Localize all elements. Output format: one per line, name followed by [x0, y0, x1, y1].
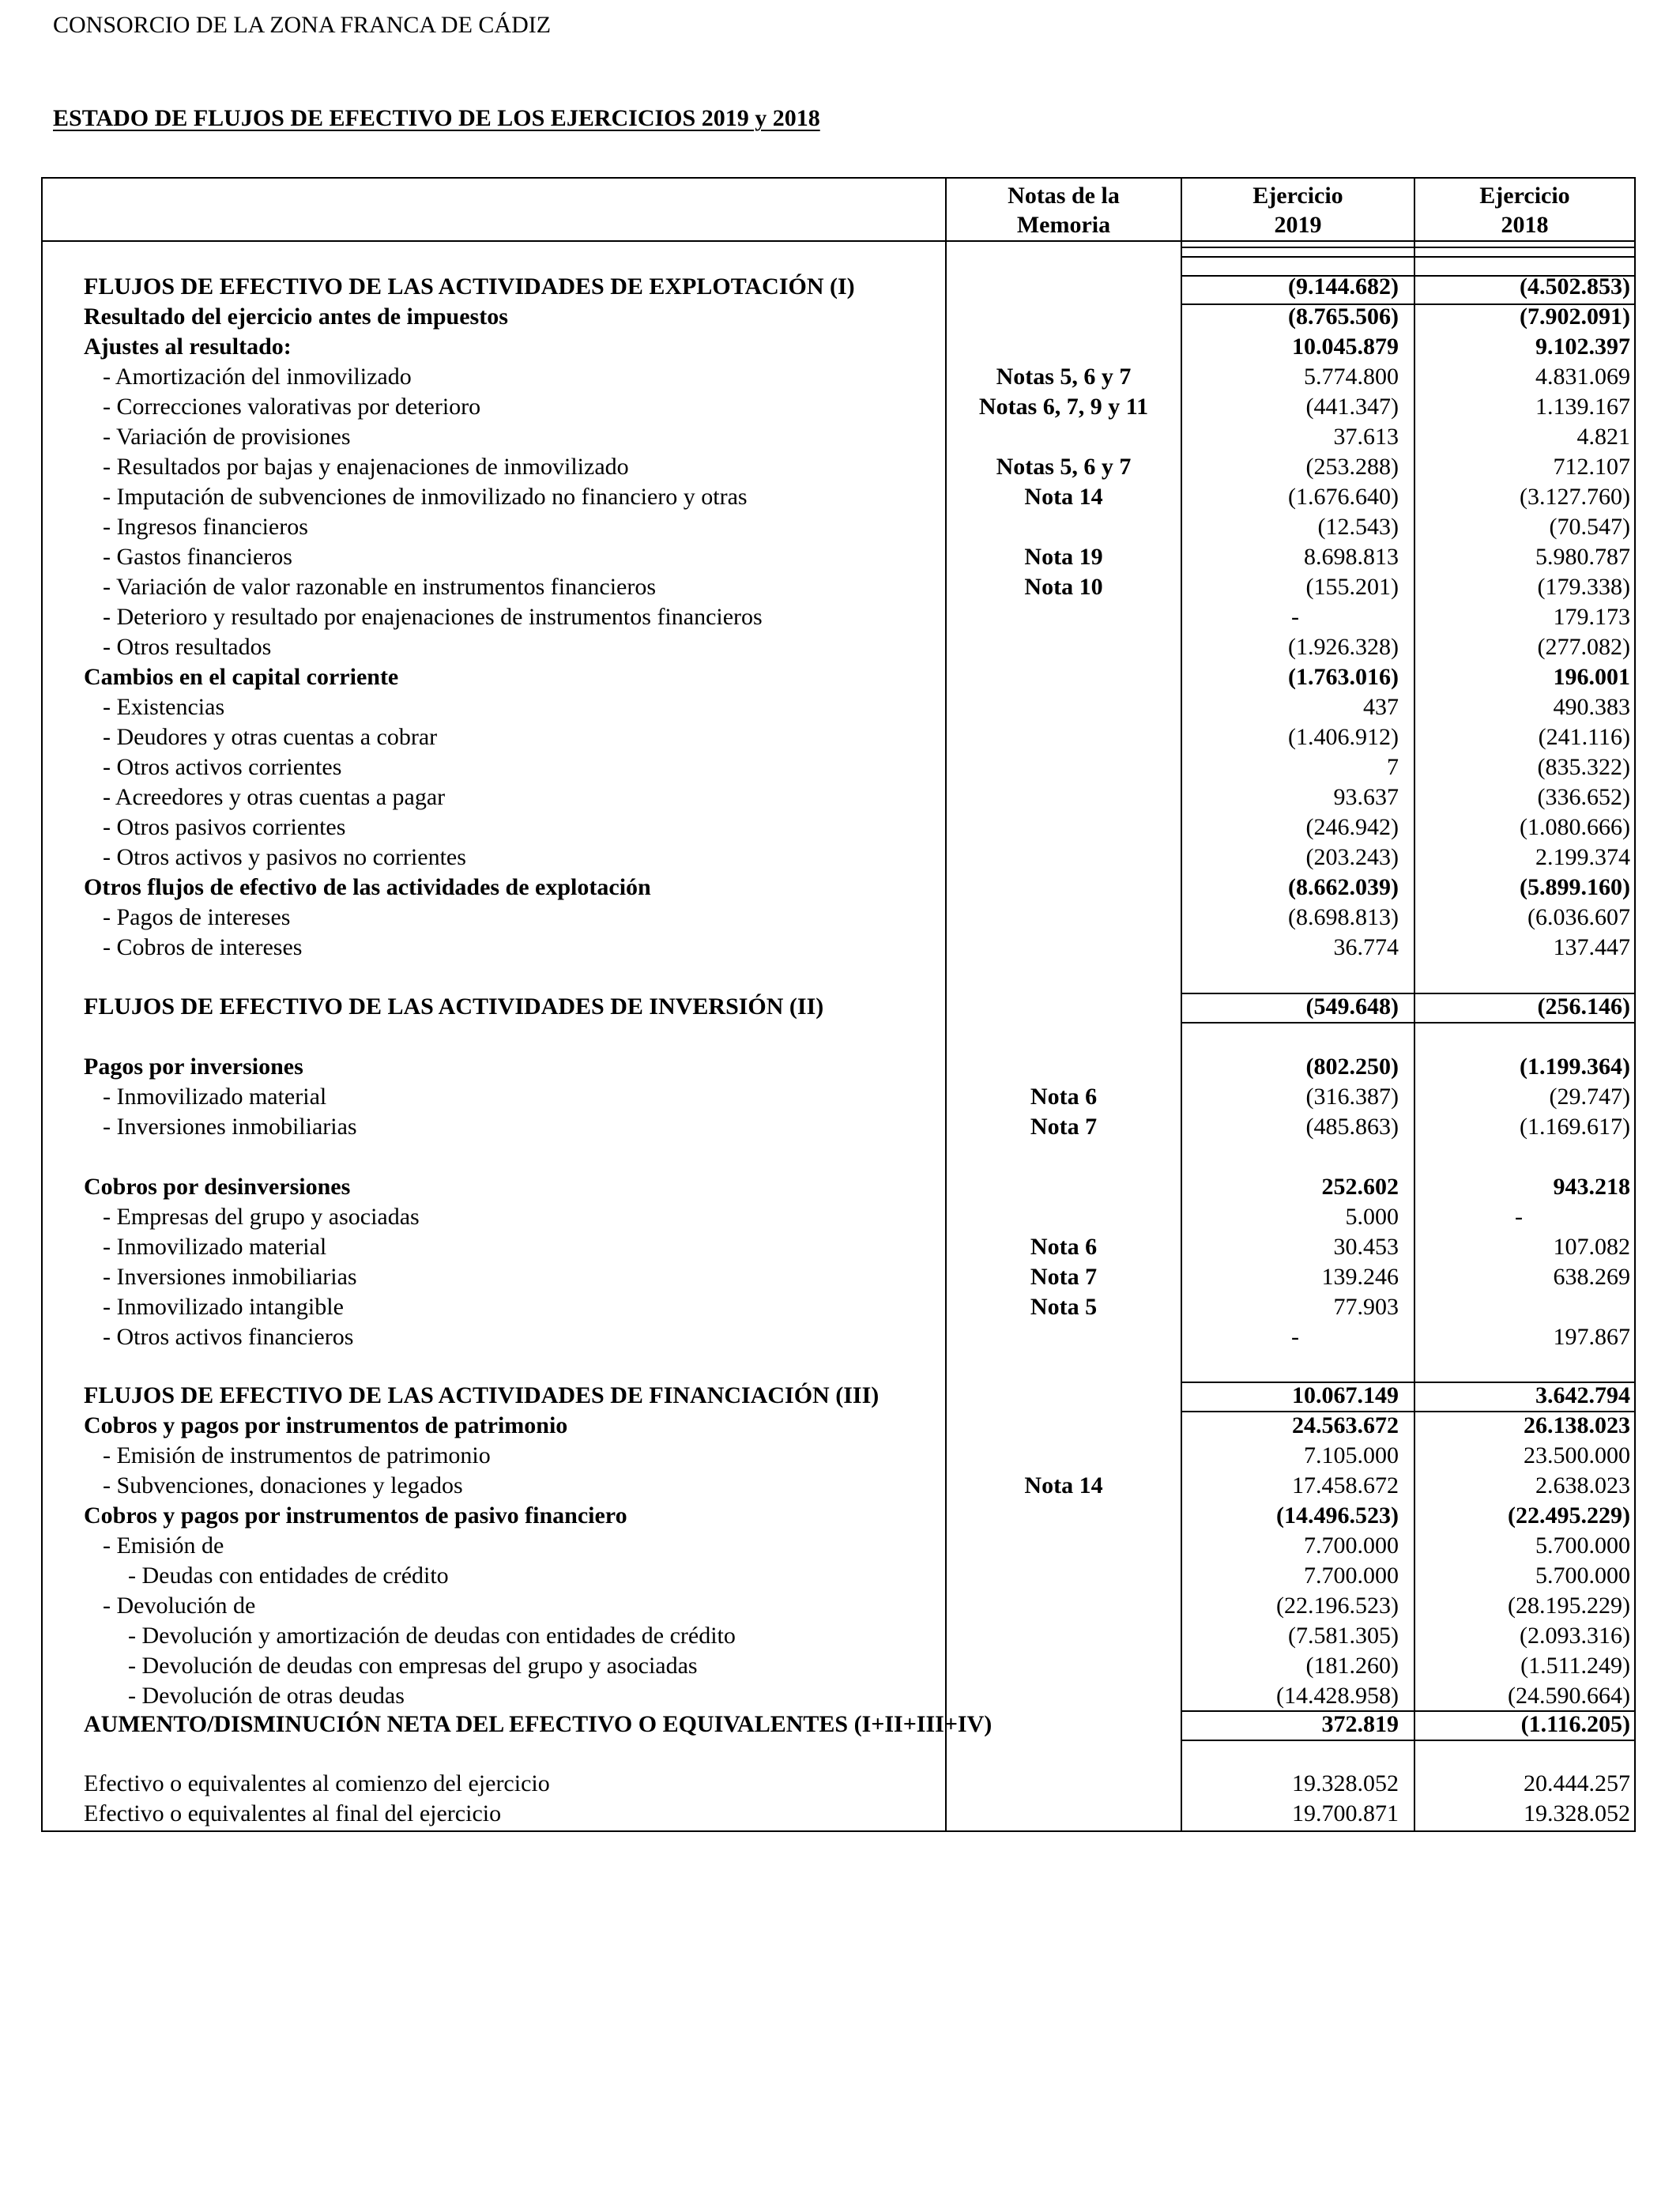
row-value-2019: 252.602	[1321, 1174, 1399, 1200]
row-value-2019: 36.774	[1333, 934, 1399, 960]
table-row	[43, 1052, 1634, 1082]
row-note	[947, 1769, 1181, 1799]
row-label: - Otros resultados	[103, 634, 272, 660]
row-value-2019: (549.648)	[1305, 993, 1399, 1020]
row-label: - Acreedores y otras cuentas a pagar	[103, 784, 446, 810]
row-note	[947, 873, 1181, 903]
row-label: Cobros y pagos por instrumentos de pasivo financiero	[84, 1502, 627, 1529]
table-row	[43, 1651, 1634, 1681]
table-row	[43, 722, 1634, 752]
row-value-2018: (29.747)	[1549, 1084, 1630, 1110]
row-note	[947, 1172, 1181, 1202]
row-note	[947, 422, 1181, 452]
row-note	[947, 812, 1181, 843]
table-row	[43, 1441, 1634, 1471]
top-box-2019	[1182, 247, 1415, 258]
table-row	[43, 1202, 1634, 1232]
row-value-2019: (155.201)	[1305, 574, 1399, 600]
row-label: Cobros por desinversiones	[84, 1174, 351, 1200]
row-value-2019: (8.698.813)	[1288, 904, 1399, 930]
header-2019-line2: 2019	[1274, 212, 1322, 238]
row-label: - Subvenciones, donaciones y legados	[103, 1472, 463, 1498]
row-label: - Inmovilizado material	[103, 1084, 327, 1110]
row-note	[947, 1651, 1181, 1681]
row-label: - Otros activos y pasivos no corrientes	[103, 844, 466, 870]
row-value-2019: 24.563.672	[1292, 1412, 1399, 1438]
row-note: Notas 5, 6 y 7	[996, 364, 1132, 390]
table-row	[43, 1681, 1634, 1711]
row-value-2019: 5.774.800	[1304, 364, 1399, 390]
row-label: - Deudores y otras cuentas a cobrar	[103, 724, 438, 750]
cash-flow-table	[41, 177, 1636, 1832]
row-note: Notas 5, 6 y 7	[996, 454, 1132, 480]
row-label: Resultado del ejercicio antes de impuestos	[84, 303, 508, 330]
table-row	[43, 542, 1634, 572]
row-value-2018: 179.173	[1553, 604, 1630, 630]
row-value-2019: 37.613	[1333, 424, 1399, 450]
row-note: Nota 10	[1024, 574, 1103, 600]
row-label: - Inmovilizado intangible	[103, 1294, 344, 1320]
row-label: FLUJOS DE EFECTIVO DE LAS ACTIVIDADES DE INVERSIÓN (II)	[84, 993, 824, 1020]
row-value-2018: (179.338)	[1537, 574, 1630, 600]
row-value-2018: (5.899.160)	[1520, 874, 1630, 900]
row-value-2019: 437	[1363, 694, 1399, 720]
table-row	[43, 1471, 1634, 1501]
table-row	[43, 512, 1634, 542]
table-row	[43, 1769, 1634, 1799]
table-row	[43, 1561, 1634, 1591]
row-value-2019: 30.453	[1333, 1234, 1399, 1260]
row-note	[947, 1202, 1181, 1232]
row-note	[947, 662, 1181, 692]
row-value-2019: (14.428.958)	[1276, 1683, 1399, 1709]
row-value-2018: (1.199.364)	[1520, 1054, 1630, 1080]
row-value-2019: 7.700.000	[1304, 1532, 1399, 1559]
document-title: ESTADO DE FLUJOS DE EFECTIVO DE LOS EJERCICIOS 2019 y 2018	[53, 105, 820, 131]
header-2018	[1415, 179, 1634, 242]
row-value-2018: (1.116.205)	[1520, 1711, 1630, 1737]
row-value-2019: 7	[1387, 754, 1399, 780]
header-2018-line1: Ejercicio	[1479, 183, 1570, 209]
row-value-2018: (4.502.853)	[1520, 273, 1630, 300]
row-note	[947, 512, 1181, 542]
header-notes-line2: Memoria	[1016, 212, 1111, 238]
row-value-2019: -	[1291, 604, 1299, 630]
row-note	[947, 1411, 1181, 1441]
row-label: - Deudas con entidades de crédito	[128, 1563, 449, 1589]
row-label: - Imputación de subvenciones de inmovilizado no financiero y otras	[103, 484, 748, 510]
row-value-2018: 19.328.052	[1524, 1800, 1630, 1826]
row-value-2018: 23.500.000	[1524, 1442, 1630, 1468]
row-value-2018: (1.080.666)	[1520, 814, 1630, 840]
row-note	[947, 1501, 1181, 1531]
row-value-2019: 7.700.000	[1304, 1563, 1399, 1589]
row-value-2018: 26.138.023	[1524, 1412, 1630, 1438]
table-row	[43, 1232, 1634, 1262]
row-note	[947, 1381, 1181, 1411]
row-value-2019: (22.196.523)	[1276, 1593, 1399, 1619]
row-label: - Inmovilizado material	[103, 1234, 327, 1260]
row-value-2018: 5.700.000	[1535, 1563, 1630, 1589]
row-value-2019: (316.387)	[1305, 1084, 1399, 1110]
organization-name: CONSORCIO DE LA ZONA FRANCA DE CÁDIZ	[53, 12, 552, 38]
row-label: - Inversiones inmobiliarias	[103, 1264, 357, 1290]
row-value-2018: (336.652)	[1537, 784, 1630, 810]
row-note	[947, 752, 1181, 782]
row-value-2019: (14.496.523)	[1276, 1502, 1399, 1529]
table-row	[43, 362, 1634, 392]
row-note: Notas 6, 7, 9 y 11	[978, 394, 1149, 420]
row-note	[947, 722, 1181, 752]
row-value-2019: (203.243)	[1305, 844, 1399, 870]
table-row	[43, 1531, 1634, 1561]
row-value-2019: 139.246	[1321, 1264, 1399, 1290]
row-note: Nota 19	[1024, 544, 1103, 570]
row-note	[947, 782, 1181, 812]
row-note	[947, 272, 1181, 302]
row-note	[947, 933, 1181, 963]
row-value-2018: (3.127.760)	[1520, 484, 1630, 510]
header-notes-line1: Notas de la	[1008, 183, 1120, 209]
row-label: - Variación de valor razonable en instrumentos financieros	[103, 574, 657, 600]
row-label: - Existencias	[103, 694, 225, 720]
row-label: - Pagos de intereses	[103, 904, 291, 930]
table-row	[43, 572, 1634, 602]
row-value-2018: (7.902.091)	[1520, 303, 1630, 330]
row-note	[947, 332, 1181, 362]
row-value-2018	[1415, 1292, 1633, 1322]
row-label: Pagos por inversiones	[84, 1054, 303, 1080]
table-row	[43, 1262, 1634, 1292]
row-label: - Otros activos corrientes	[103, 754, 342, 780]
row-label: - Ingresos financieros	[103, 514, 308, 540]
row-value-2019: 17.458.672	[1292, 1472, 1399, 1498]
table-row	[43, 992, 1634, 1022]
row-value-2019: (181.260)	[1305, 1653, 1399, 1679]
row-value-2018: 4.821	[1576, 424, 1630, 450]
row-value-2018: 490.383	[1553, 694, 1630, 720]
row-value-2018: -	[1515, 1204, 1523, 1230]
table-row	[43, 392, 1634, 422]
row-note	[947, 1052, 1181, 1082]
row-value-2018: (2.093.316)	[1520, 1623, 1630, 1649]
row-value-2019: 93.637	[1333, 784, 1399, 810]
table-row	[43, 903, 1634, 933]
table-row	[43, 1799, 1634, 1829]
row-note	[947, 1531, 1181, 1561]
row-label: - Otros activos financieros	[103, 1324, 354, 1350]
row-value-2018: 712.107	[1553, 454, 1630, 480]
row-value-2018: 137.447	[1553, 934, 1630, 960]
row-value-2018: (24.590.664)	[1508, 1683, 1630, 1709]
row-note	[947, 992, 1181, 1022]
row-note: Nota 7	[1030, 1114, 1098, 1140]
row-note: Nota 14	[1024, 484, 1103, 510]
row-value-2018: 196.001	[1553, 664, 1630, 690]
row-value-2019: (441.347)	[1305, 394, 1399, 420]
row-label: - Devolución de deudas con empresas del grupo y asociadas	[128, 1653, 698, 1679]
row-value-2018: (6.036.607	[1527, 904, 1630, 930]
row-value-2018: (277.082)	[1537, 634, 1630, 660]
row-value-2019: (253.288)	[1305, 454, 1399, 480]
row-label: - Cobros de intereses	[103, 934, 303, 960]
top-box-2018	[1415, 247, 1634, 258]
row-note	[947, 1561, 1181, 1591]
row-label: Cambios en el capital corriente	[84, 664, 399, 690]
table-row	[43, 452, 1634, 482]
row-value-2019: (1.406.912)	[1288, 724, 1399, 750]
row-label: FLUJOS DE EFECTIVO DE LAS ACTIVIDADES DE EXPLOTACIÓN (I)	[84, 273, 855, 300]
row-label: - Devolución de	[103, 1593, 256, 1619]
row-value-2018: (70.547)	[1549, 514, 1630, 540]
row-value-2018: 2.199.374	[1535, 844, 1630, 870]
table-row	[43, 1082, 1634, 1112]
table-row	[43, 933, 1634, 963]
row-note: Nota 5	[1030, 1294, 1098, 1320]
row-label: Efectivo o equivalentes al comienzo del ejercicio	[84, 1770, 550, 1796]
row-value-2019: (1.763.016)	[1288, 664, 1399, 690]
table-row	[43, 782, 1634, 812]
row-value-2018: 20.444.257	[1524, 1770, 1630, 1796]
row-value-2019: (8.662.039)	[1288, 874, 1399, 900]
row-value-2019: (802.250)	[1305, 1054, 1399, 1080]
table-row	[43, 332, 1634, 362]
row-note	[947, 1621, 1181, 1651]
row-label: - Devolución y amortización de deudas con entidades de crédito	[128, 1623, 736, 1649]
row-label: - Emisión de instrumentos de patrimonio	[103, 1442, 491, 1468]
row-value-2018: 107.082	[1553, 1234, 1630, 1260]
table-row	[43, 1292, 1634, 1322]
row-label: - Resultados por bajas y enajenaciones de inmovilizado	[103, 454, 629, 480]
table-row	[43, 1411, 1634, 1441]
row-value-2019: (9.144.682)	[1288, 273, 1399, 300]
row-value-2018: 3.642.794	[1535, 1382, 1630, 1408]
row-value-2019: 10.045.879	[1292, 334, 1399, 360]
row-note	[947, 1681, 1181, 1711]
table-row	[43, 1501, 1634, 1531]
table-row	[43, 752, 1634, 782]
row-label: Ajustes al resultado:	[84, 334, 292, 360]
row-value-2018: 9.102.397	[1535, 334, 1630, 360]
table-row	[43, 602, 1634, 632]
row-value-2019: (485.863)	[1305, 1114, 1399, 1140]
row-note	[947, 302, 1181, 332]
table-row	[43, 1710, 1634, 1740]
table-row	[43, 632, 1634, 662]
row-value-2019: (1.676.640)	[1288, 484, 1399, 510]
table-row	[43, 662, 1634, 692]
row-value-2019: -	[1291, 1324, 1299, 1350]
row-value-2018: (28.195.229)	[1508, 1593, 1630, 1619]
row-note	[947, 843, 1181, 873]
row-note	[947, 602, 1181, 632]
row-label: - Otros pasivos corrientes	[103, 814, 346, 840]
row-note	[947, 632, 1181, 662]
row-note	[947, 1591, 1181, 1621]
row-value-2018: 2.638.023	[1535, 1472, 1630, 1498]
table-row	[43, 422, 1634, 452]
row-value-2019: 19.700.871	[1292, 1800, 1399, 1826]
row-label: AUMENTO/DISMINUCIÓN NETA DEL EFECTIVO O EQUIVALENTES (I+II+III+IV)	[84, 1711, 993, 1737]
table-row	[43, 873, 1634, 903]
row-label: - Empresas del grupo y asociadas	[103, 1204, 420, 1230]
row-label: - Emisión de	[103, 1532, 224, 1559]
row-label: - Correcciones valorativas por deterioro	[103, 394, 481, 420]
row-value-2018: 5.700.000	[1535, 1532, 1630, 1559]
row-value-2018: 943.218	[1553, 1174, 1630, 1200]
row-note: Nota 6	[1030, 1234, 1098, 1260]
table-row	[43, 1322, 1634, 1352]
table-row	[43, 272, 1634, 302]
row-label: Efectivo o equivalentes al final del ejercicio	[84, 1800, 502, 1826]
table-row	[43, 1112, 1634, 1142]
table-row	[43, 482, 1634, 512]
row-note	[947, 1441, 1181, 1471]
table-row	[43, 1172, 1634, 1202]
row-value-2019: 19.328.052	[1292, 1770, 1399, 1796]
row-value-2018: 5.980.787	[1535, 544, 1630, 570]
table-row	[43, 812, 1634, 843]
row-value-2019: 77.903	[1333, 1294, 1399, 1320]
row-label: - Inversiones inmobiliarias	[103, 1114, 357, 1140]
row-value-2019: (1.926.328)	[1288, 634, 1399, 660]
header-2019-line1: Ejercicio	[1252, 183, 1343, 209]
header-2018-line2: 2018	[1501, 212, 1549, 238]
header-2019	[1182, 179, 1414, 242]
row-note: Nota 14	[1024, 1472, 1103, 1498]
row-note	[947, 1322, 1181, 1352]
row-value-2018: (1.511.249)	[1520, 1653, 1630, 1679]
row-label: Otros flujos de efectivo de las actividades de explotación	[84, 874, 651, 900]
row-value-2018: 4.831.069	[1535, 364, 1630, 390]
row-value-2019: 372.819	[1321, 1711, 1399, 1737]
row-note: Nota 7	[1030, 1264, 1098, 1290]
row-label: - Deterioro y resultado por enajenaciones de instrumentos financieros	[103, 604, 763, 630]
row-label: Cobros y pagos por instrumentos de patrimonio	[84, 1412, 568, 1438]
row-value-2019: (12.543)	[1317, 514, 1399, 540]
row-note: Nota 6	[1030, 1084, 1098, 1110]
row-label: - Amortización del inmovilizado	[103, 364, 412, 390]
row-note	[947, 692, 1181, 722]
row-value-2019: 8.698.813	[1304, 544, 1399, 570]
row-value-2018: 197.867	[1553, 1324, 1630, 1350]
row-value-2018: (835.322)	[1537, 754, 1630, 780]
row-note	[947, 1799, 1181, 1829]
table-row	[43, 1381, 1634, 1411]
row-value-2019: 7.105.000	[1304, 1442, 1399, 1468]
row-value-2019: (8.765.506)	[1288, 303, 1399, 330]
row-value-2018: (241.116)	[1538, 724, 1630, 750]
row-value-2019: (7.581.305)	[1288, 1623, 1399, 1649]
table-row	[43, 1621, 1634, 1651]
table-row	[43, 1591, 1634, 1621]
row-value-2018: (1.169.617)	[1520, 1114, 1630, 1140]
row-label: - Variación de provisiones	[103, 424, 351, 450]
row-value-2018: (256.146)	[1537, 993, 1630, 1020]
row-value-2018: (22.495.229)	[1508, 1502, 1630, 1529]
row-note	[947, 1710, 1181, 1740]
row-value-2018: 638.269	[1553, 1264, 1630, 1290]
row-value-2019: (246.942)	[1305, 814, 1399, 840]
table-row	[43, 692, 1634, 722]
row-value-2019: 5.000	[1345, 1204, 1399, 1230]
row-note	[947, 903, 1181, 933]
row-label: - Gastos financieros	[103, 544, 292, 570]
row-label: - Devolución de otras deudas	[128, 1683, 405, 1709]
row-value-2018: 1.139.167	[1535, 394, 1630, 420]
header-notes	[947, 179, 1181, 242]
row-label: FLUJOS DE EFECTIVO DE LAS ACTIVIDADES DE FINANCIACIÓN (III)	[84, 1382, 880, 1408]
table-row	[43, 302, 1634, 332]
table-row	[43, 843, 1634, 873]
row-value-2019: 10.067.149	[1292, 1382, 1399, 1408]
